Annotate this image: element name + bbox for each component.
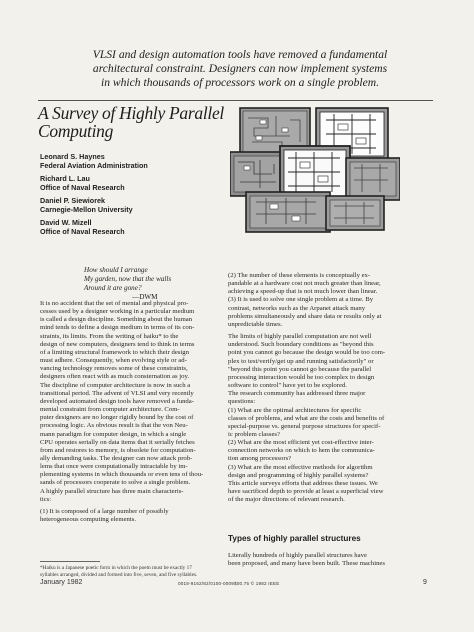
body-line: design of new computers, designers tend to think in terms: [40, 340, 195, 348]
processor-array-figure: [230, 106, 400, 234]
board-bottom-right: [326, 196, 384, 230]
body-line: been proposed, and many have been built. These machines: [228, 560, 385, 568]
body-line: developed automated design tools have removed a funda-: [40, 397, 194, 405]
epigraph: [84, 266, 224, 302]
body-line: of a limiting structural framework to which their design: [40, 348, 189, 356]
body-line: software to control" have yet to be explored.: [228, 382, 347, 390]
author-name: Leonard S. Haynes: [40, 152, 105, 161]
body-line: have sacrificed depth to provide at least a superficial view: [228, 488, 384, 496]
footer-copyright: 0018-9162/82/0100-0009$00.75 © 1982 IEEE: [178, 581, 280, 586]
footnote-line: syllables arranged, divided and formed into five, seven, and five syllables.: [40, 571, 198, 578]
epigraph-line: My garden, now that the walls: [84, 275, 172, 283]
body-line: contrast, networks such as the Arpanet attack many: [228, 304, 366, 312]
body-line: point you cannot go because the design would be too com-: [228, 349, 386, 357]
body-line: This article surveys efforts that address these issues. We: [228, 479, 378, 487]
author-affiliation: Federal Aviation Administration: [40, 161, 148, 170]
standfirst-line: in which thousands of processors work on a single problem.: [100, 76, 380, 90]
board-middle-left: [230, 152, 286, 196]
body-line: processing logic. As obvious result is that the von Neu-: [40, 422, 188, 430]
body-line: (1) What are the optimal architectures for specific: [228, 406, 362, 414]
body-line: of the major directions of relevant research.: [228, 496, 345, 504]
body-line: (1) It is composed of a large number of possibly: [40, 507, 169, 515]
author-block: [40, 218, 220, 236]
body-line: pandable at a hardware cost not much greater than linear,: [228, 280, 381, 288]
body-line: lems that once were computationally intractable by im-: [40, 463, 188, 471]
body-line: achieving a speed-up that is not much lower than linear.: [228, 288, 378, 296]
title-line: A Survey of Highly Parallel: [38, 103, 224, 123]
body-line: plementing systems in which thousands or even tens of thou-: [40, 471, 204, 479]
body-line: (2) What are the most efficient yet cost-effective inter-: [228, 439, 374, 447]
page-number: 9: [423, 579, 427, 586]
body-line: processing interaction would be too complex to design: [228, 373, 375, 381]
body-line: must adhere. Consequently, when evolving style or ad-: [40, 357, 187, 365]
body-column-right: [228, 272, 434, 504]
body-line: It is no accident that the set of mental and physical pro-: [40, 300, 189, 307]
epigraph-line: Around it are gone?: [84, 284, 142, 292]
body-line: tics:: [40, 495, 52, 503]
body-line: The limits of highly parallel computation are not well: [228, 333, 372, 341]
header-rule: [38, 100, 433, 101]
body-line: cesses used by a designer working in a particular medium: [40, 308, 195, 316]
author-name: David W. Mizell: [40, 218, 92, 227]
author-affiliation: Office of Naval Research: [40, 227, 125, 236]
body-line: (2) The number of these elements is conceptually ex-: [228, 272, 371, 279]
author-affiliation: Office of Naval Research: [40, 183, 125, 192]
body-line: connection networks on which to hem the communica-: [228, 447, 375, 455]
body-line: Literally hundreds of highly parallel structures have: [228, 552, 367, 559]
body-line: straints, its limits. From the writing of haiku* to the: [40, 332, 179, 340]
epigraph-signature: —DWM: [132, 293, 158, 301]
body-line: vancing technology removes some of these constraints,: [40, 365, 188, 373]
body-line: design and programming of highly parallel systems?: [228, 471, 369, 479]
body-line: from and restores to memory, is obsolete for computation-: [40, 446, 196, 454]
footnote: [40, 565, 222, 578]
body-line: unpredictable times.: [228, 320, 283, 328]
body-line: ally demanding tasks. The designer can now attack prob-: [40, 454, 193, 462]
body-line: "beyond this point you cannot go because the parallel: [228, 365, 372, 373]
body-line: tion among processors?: [228, 455, 292, 463]
standfirst: [50, 48, 430, 91]
board-bottom: [246, 192, 330, 232]
footer-date: January 1982: [40, 579, 83, 586]
body-line: The discipline of computer architecture is now in such a: [40, 381, 191, 389]
footnote-line: *Haiku is a Japanese poetic form in which the poem must be exactly 17: [40, 565, 192, 571]
standfirst-line: VLSI and design automation tools have removed a fundamental: [92, 48, 388, 61]
author-block: [40, 152, 220, 170]
body-line: puter designers are no longer rigidly bound by the cost of: [40, 414, 194, 422]
body-line: ic problem classes?: [228, 430, 280, 438]
body-column-right-continued: [228, 552, 434, 568]
body-line: transitional period. The advent of VLSI and very recently: [40, 389, 194, 397]
body-line: classes of problems, and what are the costs and benefits of: [228, 414, 385, 422]
author-block: [40, 196, 220, 214]
footnote-rule: [40, 561, 100, 562]
author-block: [40, 174, 220, 192]
author-affiliation: Carnegie-Mellon University: [40, 205, 133, 214]
body-line: mann paradigm for computer design, in which a single: [40, 430, 187, 438]
body-column-left: [40, 300, 222, 524]
body-line: A highly parallel structure has three main characteris-: [40, 487, 184, 495]
standfirst-line: architectural constraint. Designers can now implement systems: [92, 62, 388, 76]
board-right: [346, 158, 400, 200]
author-name: Richard L. Lau: [40, 174, 90, 183]
body-line: questions:: [228, 398, 256, 406]
title-line: Computing: [38, 121, 114, 141]
body-line: CPU operates serially on data items that it serially fetches: [40, 438, 195, 446]
body-line: problems simultaneously and share data or results only at: [228, 312, 382, 320]
section-heading: Types of highly parallel structures: [228, 534, 361, 543]
body-line: (3) What are the most effective methods for algorithm: [228, 463, 373, 471]
body-line: special-purpose vs. general purpose structures for specif-: [228, 422, 381, 430]
body-line: (3) It is used to solve one single problem at a time. By: [228, 296, 374, 304]
body-line: mind tends to define a design medium in terms of its con-: [40, 324, 195, 332]
body-line: is called a design discipline. Something about the human: [40, 316, 193, 324]
author-name: Daniel P. Siewiorek: [40, 196, 105, 205]
body-line: heterogeneous computing elements.: [40, 516, 137, 524]
body-line: understood. Such boundary conditions as "beyond this: [228, 341, 374, 349]
body-line: designers often react with as much consternation as joy.: [40, 373, 190, 381]
body-line: mental constraint from computer architecture. Com-: [40, 406, 180, 414]
epigraph-line: How should I arrange: [84, 266, 148, 274]
body-line: The research community has addressed three major: [228, 390, 366, 398]
body-line: plex to test/verify/get up and running satisfactorily" or: [228, 357, 374, 365]
article-title: [38, 103, 224, 141]
body-line: sands of processors cooperate to solve a single problem.: [40, 479, 191, 487]
